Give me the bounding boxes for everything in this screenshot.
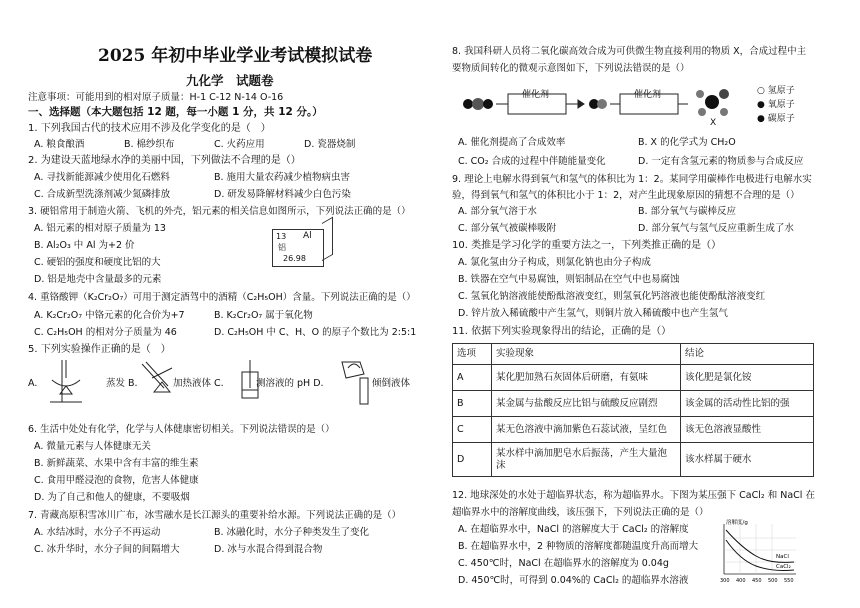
table-row[interactable] — [453, 391, 814, 417]
table-cell-phenomenon: 某化肥加熟石灰固体后研磨，有氨味 — [492, 365, 681, 391]
q4-option-b[interactable]: B. K₂Cr₂O₇ 属于氧化物 — [214, 310, 313, 321]
q2-option-d[interactable]: D. 研发易降解材料减少白色污染 — [214, 189, 351, 200]
q5-apparatus-drawings — [42, 358, 382, 414]
legend-nacl: NaCl — [776, 554, 789, 560]
catalyst-label-2: 催化剂 — [634, 90, 662, 100]
q9-option-d[interactable]: D. 部分氧气与氢气反应重新生成了水 — [638, 223, 794, 234]
xtick-300: 300 — [720, 578, 730, 584]
exam-title: 2025 年初中毕业学业考试模拟试卷 — [98, 46, 373, 66]
chart-ylabel: 溶解度/g — [726, 520, 748, 526]
q5-stem: 5. 下列实验操作正确的是（ ） — [28, 344, 171, 355]
table-cell-phenomenon-line1: 某水样中滴加肥皂水后振荡，产生大量泡 — [496, 447, 668, 459]
table-row[interactable] — [453, 417, 814, 443]
q1-stem: 1. 下列我国古代的技术应用不涉及化学变化的是（ ） — [28, 123, 271, 134]
q1-option-d[interactable]: D. 瓷器烧制 — [304, 139, 356, 150]
q10-option-a[interactable]: A. 氯化氢由分子构成，则氯化钠也由分子构成 — [458, 257, 651, 268]
element-name: 铝 — [278, 243, 286, 252]
q11-results-table — [452, 343, 814, 477]
q12-option-d[interactable]: D. 450℃时，可得到 0.04%的 CaCl₂ 的超临界水溶液 — [458, 575, 689, 586]
element-number: 13 — [276, 232, 287, 241]
q3-option-c[interactable]: C. 硬铝的强度和硬度比铝的大 — [34, 257, 161, 268]
element-cell-side — [322, 217, 333, 261]
q12-stem-line1: 12. 地球深处的水处于超临界状态，称为超临界水。下图为某压强下 CaCl₂ 和 NaCl 在 — [452, 490, 815, 501]
table-header-row — [453, 344, 814, 365]
legend-carbon: ● 碳原子 — [757, 114, 795, 124]
table-header-option: 选项 — [453, 344, 492, 365]
q3-stem: 3. 硬铝常用于制造火箭、飞机的外壳，铝元素的相关信息如图所示，下列说法正确的是（） — [28, 206, 411, 217]
q12-option-c[interactable]: C. 450℃时，NaCl 在超临界水的溶解度为 0.04g — [458, 558, 669, 569]
legend-hydrogen-label: 氢原子 — [767, 86, 795, 96]
table-cell-conclusion: 该金属的活动性比铝的强 — [681, 391, 814, 417]
legend-oxygen-label: 氧原子 — [767, 100, 795, 110]
legend-oxygen: ● 氧原子 — [757, 100, 795, 110]
q12-stem-line2: 超临界水中的溶解度曲线，该压强下，下列说法正确的是（） — [452, 507, 709, 518]
table-header-conclusion: 结论 — [681, 344, 814, 365]
legend-carbon-label: 碳原子 — [767, 114, 795, 124]
q5-label-b[interactable]: 蒸发 B. — [106, 378, 138, 389]
q6-option-c[interactable]: C. 食用甲醛浸泡的食物，危害人体健康 — [34, 475, 199, 486]
table-header-phenomenon: 实验现象 — [492, 344, 681, 365]
q3-option-a[interactable]: A. 铝元素的相对原子质量为 13 — [34, 223, 166, 234]
table-cell-option: D — [453, 443, 492, 477]
element-cell-aluminum — [272, 229, 324, 267]
q10-option-d[interactable]: D. 锌片放入稀硫酸中产生氢气，则铜片放入稀硫酸中也产生氢气 — [458, 308, 728, 319]
q7-option-d[interactable]: D. 冰与水混合得到混合物 — [214, 544, 323, 555]
table-cell-conclusion: 该无色溶液显酸性 — [681, 417, 814, 443]
q4-option-a[interactable]: A. K₂Cr₂O₇ 中铬元素的化合价为+7 — [34, 310, 185, 321]
xtick-450: 450 — [752, 578, 762, 584]
q12-option-a[interactable]: A. 在超临界水中，NaCl 的溶解度大于 CaCl₂ 的溶解度 — [458, 524, 689, 535]
co2-molecule-icon — [463, 98, 493, 110]
q6-option-a[interactable]: A. 微量元素与人体健康无关 — [34, 441, 151, 452]
q5-label-c[interactable]: 加热液体 C. — [173, 378, 224, 389]
table-cell-conclusion: 该水样属于硬水 — [681, 443, 814, 477]
exam-note: 注意事项：可能用到的相对原子质量：H-1 C-12 N-14 O-16 — [28, 92, 284, 103]
table-cell-phenomenon: 某金属与盐酸反应比铝与硫酸反应剧烈 — [492, 391, 681, 417]
q11-stem: 11. 依据下列实验现象得出的结论，正确的是（） — [452, 326, 672, 337]
table-cell-option: A — [453, 365, 492, 391]
table-cell-phenomenon: 某无色溶液中滴加紫色石蕊试液，呈红色 — [492, 417, 681, 443]
q8-stem-line1: 8. 我国科研人员将二氧化碳高效合成为可供微生物直接利用的物质 X，合成过程中主 — [452, 46, 807, 57]
section-heading: 一、选择题（本大题包括 12 题，每一小题 1 分，共 12 分。） — [28, 106, 323, 118]
q4-option-d[interactable]: D. C₂H₅OH 中 C、H、O 的原子个数比为 2:5:1 — [214, 327, 417, 338]
legend-hydrogen: ○ 氢原子 — [757, 86, 795, 96]
q1-option-c[interactable]: C. 火药应用 — [214, 139, 265, 150]
q7-option-b[interactable]: B. 冰融化时，水分子种类发生了变化 — [214, 527, 370, 538]
q12-option-b[interactable]: B. 在超临界水中，2 种物质的溶解度都随温度升高而增大 — [458, 541, 699, 552]
q5-label-a[interactable]: A. — [28, 378, 38, 389]
ph-test-icon — [242, 360, 258, 398]
table-cell-conclusion: 该化肥是氯化铵 — [681, 365, 814, 391]
q2-option-a[interactable]: A. 寻找新能源减少使用化石燃料 — [34, 172, 170, 183]
pouring-liquid-icon — [342, 362, 368, 404]
heating-tube-icon — [142, 362, 172, 392]
table-row[interactable] — [453, 365, 814, 391]
q3-option-b[interactable]: B. Al₂O₃ 中 Al 为+2 价 — [34, 240, 135, 251]
q9-stem-line2: 验，得到氧气和氢气的体积比小于 1：2，对产生此现象原因的猜想不合理的是（） — [452, 190, 800, 201]
table-cell-option: B — [453, 391, 492, 417]
q6-option-b[interactable]: B. 新鲜蔬菜、水果中含有丰富的维生素 — [34, 458, 199, 469]
q9-stem-line1: 9. 理论上电解水得到氧气和氢气的体积比为 1：2。某同学用碳棒作电极进行电解水实 — [452, 174, 812, 185]
q9-option-c[interactable]: C. 部分氧气被碳棒吸附 — [458, 223, 557, 234]
q7-option-a[interactable]: A. 水结冰时，水分子不再运动 — [34, 527, 161, 538]
catalyst-label-1: 催化剂 — [522, 90, 550, 100]
evaporation-dish-icon — [50, 360, 82, 402]
x-molecule-label: X — [710, 118, 717, 128]
q3-option-d[interactable]: D. 铝是地壳中含量最多的元素 — [34, 274, 162, 285]
q7-stem: 7. 青藏高原积雪冰川广布，冰雪融水是长江源头的重要补给水源。下列说法正确的是（） — [28, 510, 402, 521]
q8-option-b[interactable]: B. X 的化学式为 CH₂O — [638, 137, 736, 148]
table-cell-phenomenon-line2: 沫 — [496, 459, 506, 471]
element-mass: 26.98 — [283, 254, 306, 263]
q5-label-e[interactable]: 倾倒液体 — [372, 378, 411, 389]
q6-stem: 6. 生活中处处有化学，化学与人体健康密切相关。下列说法错误的是（） — [28, 424, 335, 435]
q7-option-c[interactable]: C. 冰升华时，水分子间的间隔增大 — [34, 544, 180, 555]
q2-option-c[interactable]: C. 合成新型洗涤剂减少氮磷排放 — [34, 189, 171, 200]
q6-option-d[interactable]: D. 为了自己和他人的健康，不要吸烟 — [34, 492, 190, 503]
q9-option-a[interactable]: A. 部分氧气溶于水 — [458, 206, 537, 217]
xtick-500: 500 — [768, 578, 778, 584]
q8-option-a[interactable]: A. 催化剂提高了合成效率 — [458, 137, 566, 148]
q8-option-c[interactable]: C. CO₂ 合成的过程中伴随能量变化 — [458, 156, 606, 167]
q8-option-d[interactable]: D. 一定有含氢元素的物质参与合成反应 — [638, 156, 804, 167]
q8-stem-line2: 要物质间转化的微观示意图如下，下列说法错误的是（） — [452, 63, 690, 74]
q4-stem: 4. 重铬酸钾（K₂Cr₂O₇）可用于测定酒驾中的酒精（C₂H₅OH）含量。下列说法正确的是（） — [28, 292, 416, 303]
exam-subtitle: 九化学 试题卷 — [186, 73, 274, 88]
table-row[interactable] — [453, 443, 814, 477]
table-cell-phenomenon — [492, 443, 681, 477]
q1-option-b[interactable]: B. 棉纱织布 — [124, 139, 175, 150]
element-symbol: Al — [303, 231, 312, 241]
xtick-550: 550 — [784, 578, 794, 584]
q2-option-b[interactable]: B. 施用大量农药减少植物病虫害 — [214, 172, 351, 183]
q9-option-b[interactable]: B. 部分氧气与碳棒反应 — [638, 206, 737, 217]
q2-stem: 2. 为建设天蓝地绿水净的美丽中国，下列做法不合理的是（） — [28, 155, 301, 166]
q5-label-d[interactable]: 测溶液的 pH D. — [256, 378, 324, 389]
xtick-400: 400 — [736, 578, 746, 584]
intermediate-molecule-icon — [589, 99, 607, 109]
table-cell-option: C — [453, 417, 492, 443]
q10-option-c[interactable]: C. 氢氧化钠溶液能使酚酞溶液变红，则氢氧化钙溶液也能使酚酞溶液变红 — [458, 291, 766, 302]
q4-option-c[interactable]: C. C₂H₅OH 的相对分子质量为 46 — [34, 327, 177, 338]
q10-stem: 10. 类推是学习化学的重要方法之一，下列类推正确的是（） — [452, 240, 722, 251]
q12-solubility-chart — [716, 518, 800, 588]
legend-cacl2: CaCl₂ — [776, 564, 791, 570]
q10-option-b[interactable]: B. 铁器在空气中易腐蚀，则铝制品在空气中也易腐蚀 — [458, 274, 680, 285]
q1-option-a[interactable]: A. 粮食酿酒 — [34, 139, 85, 150]
